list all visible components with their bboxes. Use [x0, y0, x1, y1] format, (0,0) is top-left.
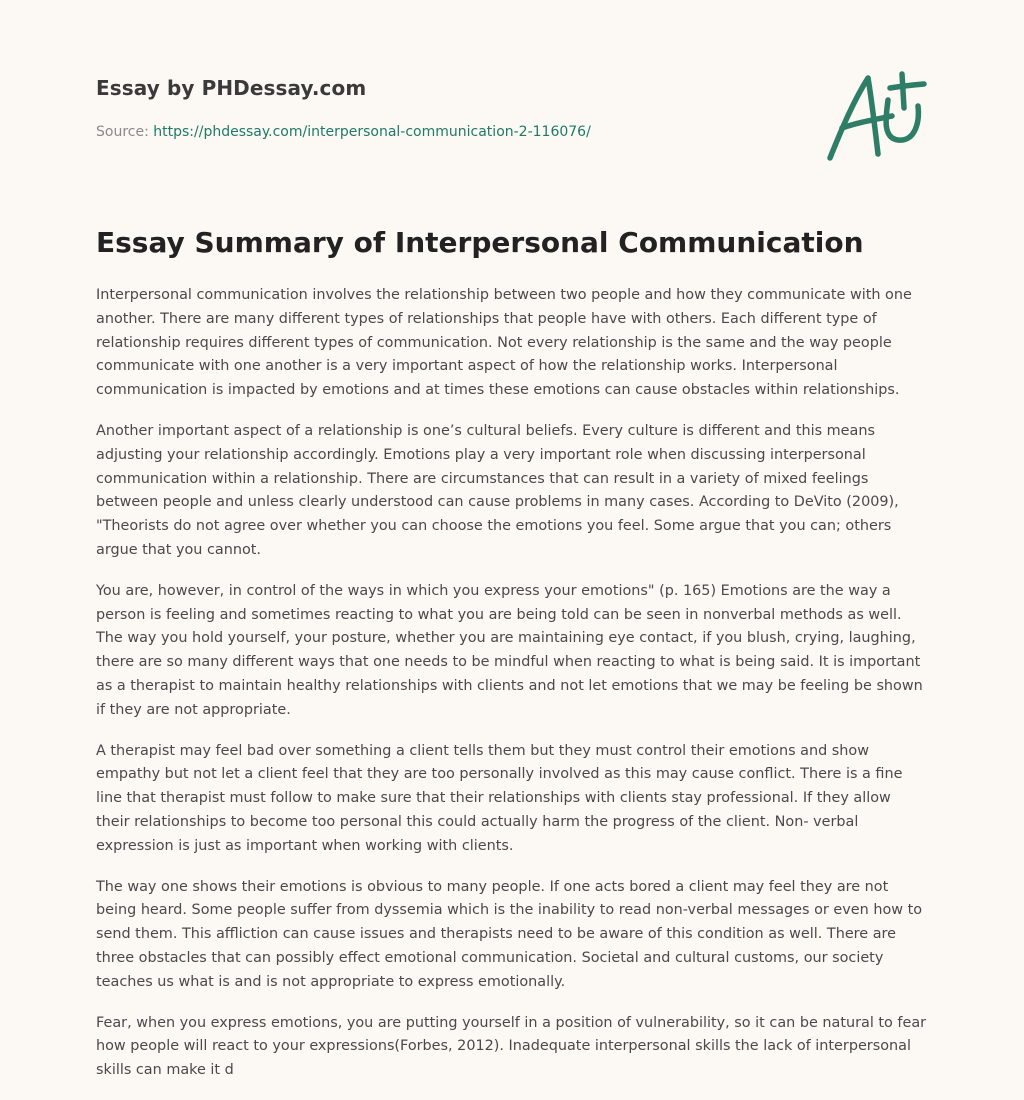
site-brand: Essay by PHDessay.com	[96, 76, 367, 100]
paragraph: The way one shows their emotions is obvious to many people. If one acts bored a client may feel they are not being heard. Some people suffer from dyssemia which is the inability to read non-verbal messages or even how to send them. This affliction can cause issues and therapists need to be aware of this condition as well. There are three obstacles that can possibly effect emotional communication. Societal and cultural customs, our society teaches us what is and is not appropriate to express emotionally.	[96, 878, 923, 990]
a-plus-icon	[820, 66, 930, 166]
paragraph: Another important aspect of a relationship is one’s cultural beliefs. Every culture is different and this means adjusting your relationship accordingly. Emotions play a very important role when discussing interpersonal communication within a relationship. There are circumstances that can result in a variety of mixed feelings between people and unless clearly understood can cause problems in many cases. According to DeVito (2009), "Theorists do not agree over whether you can choose the emotions you feel. Some argue that you can; others argue that you cannot.	[96, 422, 899, 558]
paragraph: You are, however, in control of the ways in which you express your emotions" (p. 165) Emotions are the way a person is feeling and sometimes reacting to what you are being told can be seen in nonverbal methods as well. The way you hold yourself, your posture, whether you are maintaining eye contact, if you blush, crying, laughing, there are so many different ways that one needs to be mindful when reacting to what is being said. It is important as a therapist to maintain healthy relationships with clients and not let emotions that we may be feeling be shown if they are not appropriate.	[96, 582, 923, 718]
paragraph: A therapist may feel bad over something a client tells them but they must control their emotions and show empathy but not let a client feel that they are too personally involved as this may cause conflict. There is a fine line that therapist must follow to make sure that their relationships with clients stay professional. If they allow their relationships to become too personal this could actually harm the progress of the client. Non- verbal expression is just as important when working with clients.	[96, 742, 903, 854]
paragraph: Interpersonal communication involves the relationship between two people and how they communicate with one another. There are many different types of relationships that people have with others. Each different type of relationship requires different types of communication. Not every relationship is the same and the way people communicate with one another is a very important aspect of how the relationship works. Interpersonal communication is impacted by emotions and at times these emotions can cause obstacles within relationships.	[96, 287, 912, 399]
source-line	[96, 124, 591, 140]
essay-title: Essay Summary of Interpersonal Communication	[96, 226, 864, 259]
source-link[interactable]: https://phdessay.com/interpersonal-communication-2-116076/	[153, 124, 591, 140]
source-label: Source:	[96, 124, 149, 140]
paragraph: Fear, when you express emotions, you are putting yourself in a position of vulnerability, so it can be natural to fear how people will react to your expressions(Forbes, 2012). Inadequate interpersonal skills the lack of interpersonal skills can make it d	[96, 1014, 927, 1079]
essay-body	[96, 284, 928, 1100]
